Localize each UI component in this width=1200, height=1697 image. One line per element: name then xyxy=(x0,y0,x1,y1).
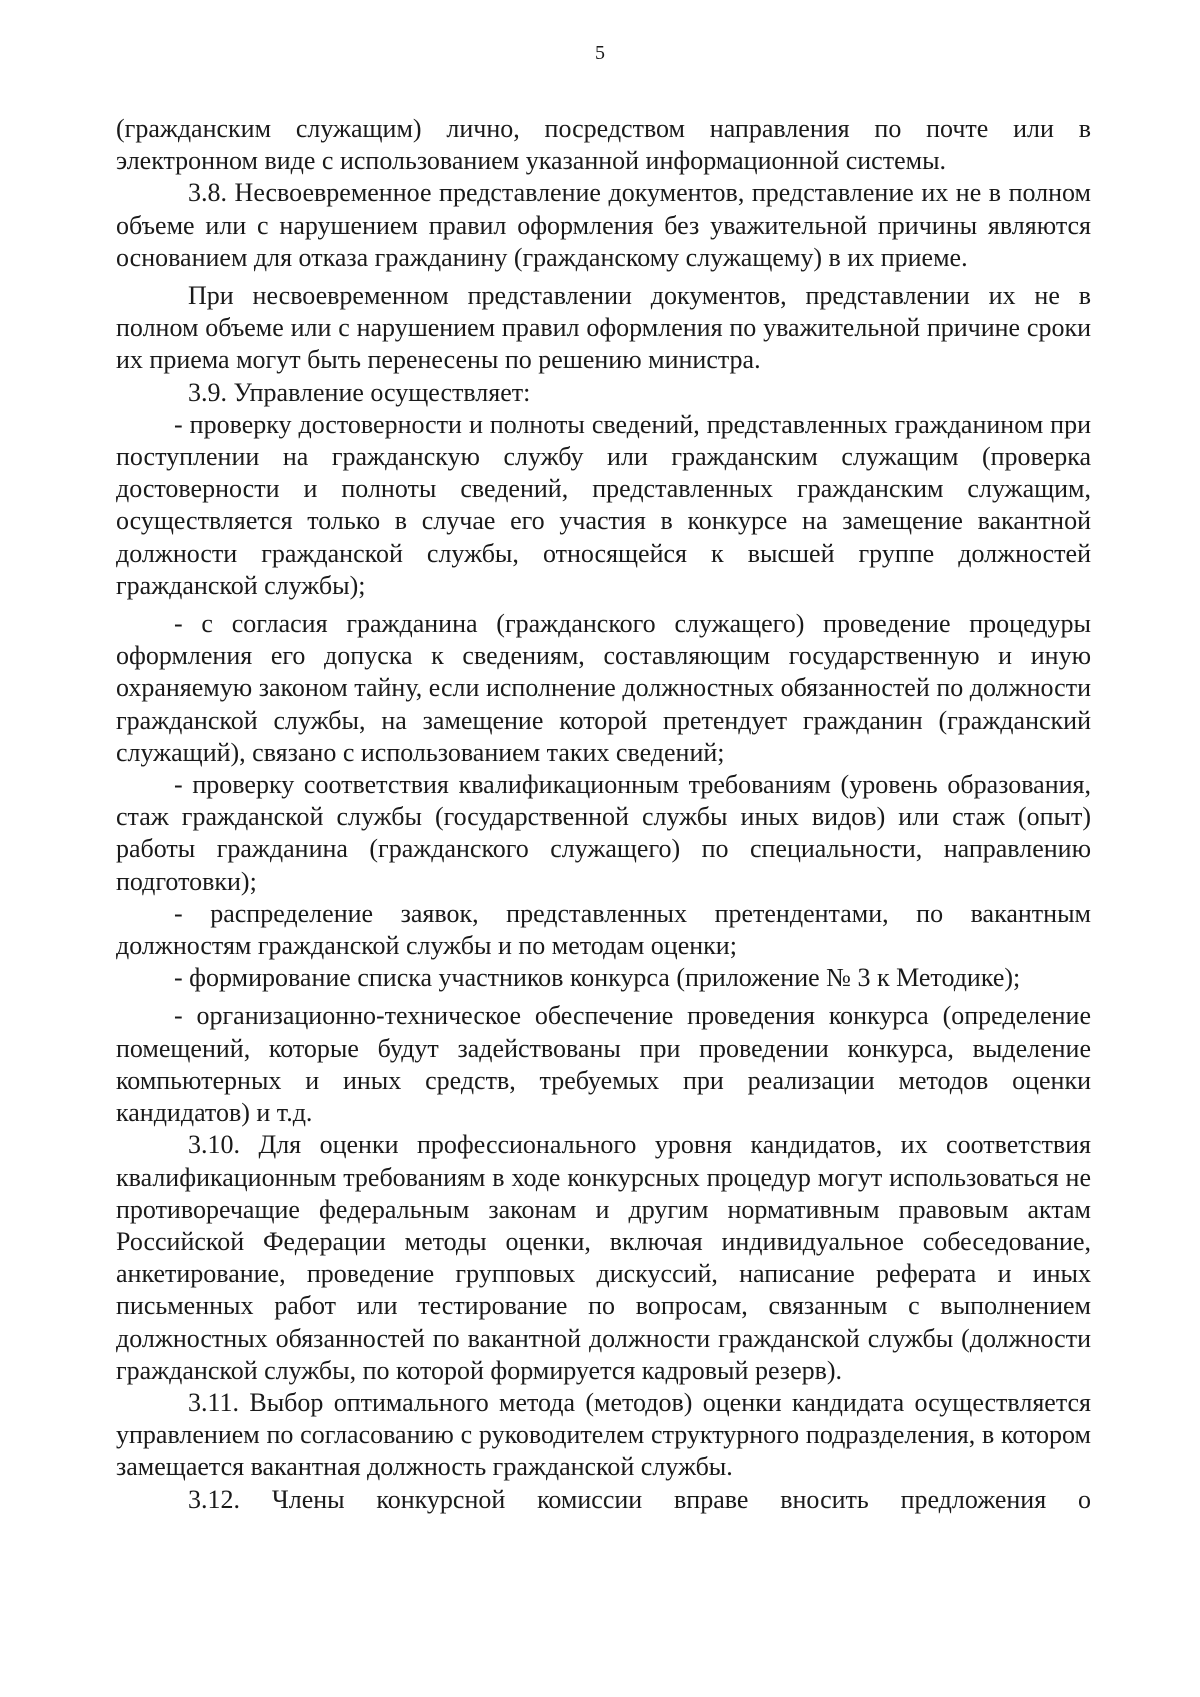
paragraph-continuation: (гражданским служащим) лично, посредством направления по почте или в электронном виде с использованием указанной информационной системы. xyxy=(116,114,1091,176)
list-item-organization: - организационно-техническое обеспечение проведения конкурса (определение помещений, которые будут задействованы при проведении конкурса, выделение компьютерных и иных средств, требуемых при реализации методов оценки кандидатов) и т.д. xyxy=(116,1001,1091,1128)
page-number: 5 xyxy=(595,42,605,64)
paragraph-3-10: 3.10. Для оценки профессионального уровня кандидатов, их соответствия квалификационным требованиям в ходе конкурсных процедур могут использоваться не противоречащие федеральным законам и другим нормативным правовым актам Российской Федерации методы оценки, включая индивидуальное собеседование, анкетирование, проведение групповых дискуссий, написание реферата и иных письменных работ или тестирование по вопросам, связанным с выполнением должностных обязанностей по вакантной должности гражданской службы (должности гражданской службы, по которой формируется кадровый резерв). xyxy=(116,1130,1091,1385)
paragraph-3-11: 3.11. Выбор оптимального метода (методов) оценки кандидата осуществляется управлением по согласованию с руководителем структурного подразделения, в котором замещается вакантная должность гражданской службы. xyxy=(116,1387,1091,1482)
paragraph-3-8: 3.8. Несвоевременное представление документов, представление их не в полном объеме или с нарушением правил оформления без уважительной причины являются основанием для отказа гражданину (гражданскому служащему) в их приеме. xyxy=(116,178,1091,272)
paragraph-3-9: 3.9. Управление осуществляет: xyxy=(188,377,531,407)
paragraph-rescheduling: При несвоевременном представлении документов, представлении их не в полном объеме или с нарушением правил оформления по уважительной причине сроки их приема могут быть перенесены по решению министра. xyxy=(116,281,1091,375)
list-item-distribution: - распределение заявок, представленных претендентами, по вакантным должностям гражданской службы и по методам оценки; xyxy=(116,898,1091,961)
list-item-qualification: - проверку соответствия квалификационным требованиям (уровень образования, стаж гражданской службы (государственной службы иных видов) или стаж (опыт) работы гражданина (гражданского служащего) по специальности, направлению подготовки); xyxy=(116,770,1091,896)
list-item-participants: - формирование списка участников конкурса (приложение № 3 к Методике); xyxy=(174,963,1021,993)
document-body xyxy=(116,113,1091,1516)
list-item-clearance: - с согласия гражданина (гражданского служащего) проведение процедуры оформления его допуска к сведениям, составляющим государственную и иную охраняемую законом тайну, если исполнение должностных обязанностей по должности гражданской службы, на замещение которой претендует гражданин (гражданский служащий), связано с использованием таких сведений; xyxy=(116,609,1091,767)
paragraph-3-12: 3.12. Члены конкурсной комиссии вправе вносить предложения о xyxy=(188,1484,1091,1514)
list-item-verification: - проверку достоверности и полноты сведений, представленных гражданином при поступлении на гражданскую службу или гражданским служащим (проверка достоверности и полноты сведений, представленных гражданским служащим, осуществляется только в случае его участия в конкурсе на замещение вакантной должности гражданской службы, относящейся к высшей группе должностей гражданской службы); xyxy=(116,409,1091,600)
